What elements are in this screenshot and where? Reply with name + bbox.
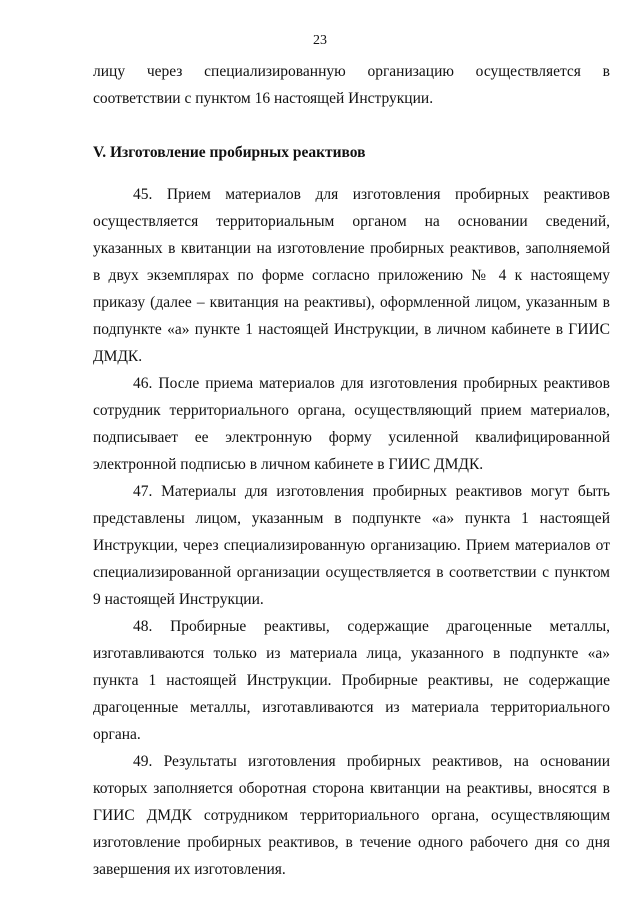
paragraph-47: 47. Материалы для изготовления пробирных реактивов могут быть представлены лицом, указанным в подпункте «а» пункта 1 настоящей Инструкции, через специализированную организацию. Прием материалов от специализированной организации осуществляется в соответствии с пунктом 9 настоящей Инструкции. <box>93 483 610 608</box>
paragraph-45: 45. Прием материалов для изготовления пробирных реактивов осуществляется территориальным органом на основании сведений, указанных в квитанции на изготовление пробирных реактивов, заполняемой в двух экземплярах по форме согласно приложению № 4 к настоящему приказу (далее – квитанция на реактивы), оформленной лицом, указанным в подпункте «а» пункте 1 настоящей Инструкции, в личном кабинете в ГИИС ДМДК. <box>93 186 610 365</box>
paragraph-46: 46. После приема материалов для изготовления пробирных реактивов сотрудник территориального органа, осуществляющий прием материалов, подписывает ее электронную форму усиленной квалифицированной электронной подписью в личном кабинете в ГИИС ДМДК. <box>93 375 610 473</box>
intro-paragraph: лицу через специализированную организацию осуществляется в соответствии с пунктом 16 настоящей Инструкции. <box>93 63 610 107</box>
section-heading: V. Изготовление пробирных реактивов <box>93 144 366 161</box>
paragraph-48: 48. Пробирные реактивы, содержащие драгоценные металлы, изготавливаются только из материала лица, указанного в подпункте «а» пункта 1 настоящей Инструкции. Пробирные реактивы, не содержащие драгоценные металлы, изготавливаются из материала территориального органа. <box>93 618 610 743</box>
paragraph-49: 49. Результаты изготовления пробирных реактивов, на основании которых заполняется оборотная сторона квитанции на реактивы, вносятся в ГИИС ДМДК сотрудником территориального органа, осуществляющим изготовление пробирных реактивов, в течение одного рабочего дня со дня завершения их изготовления. <box>93 753 610 878</box>
document-body <box>93 58 610 883</box>
page-number: 23 <box>313 33 327 48</box>
